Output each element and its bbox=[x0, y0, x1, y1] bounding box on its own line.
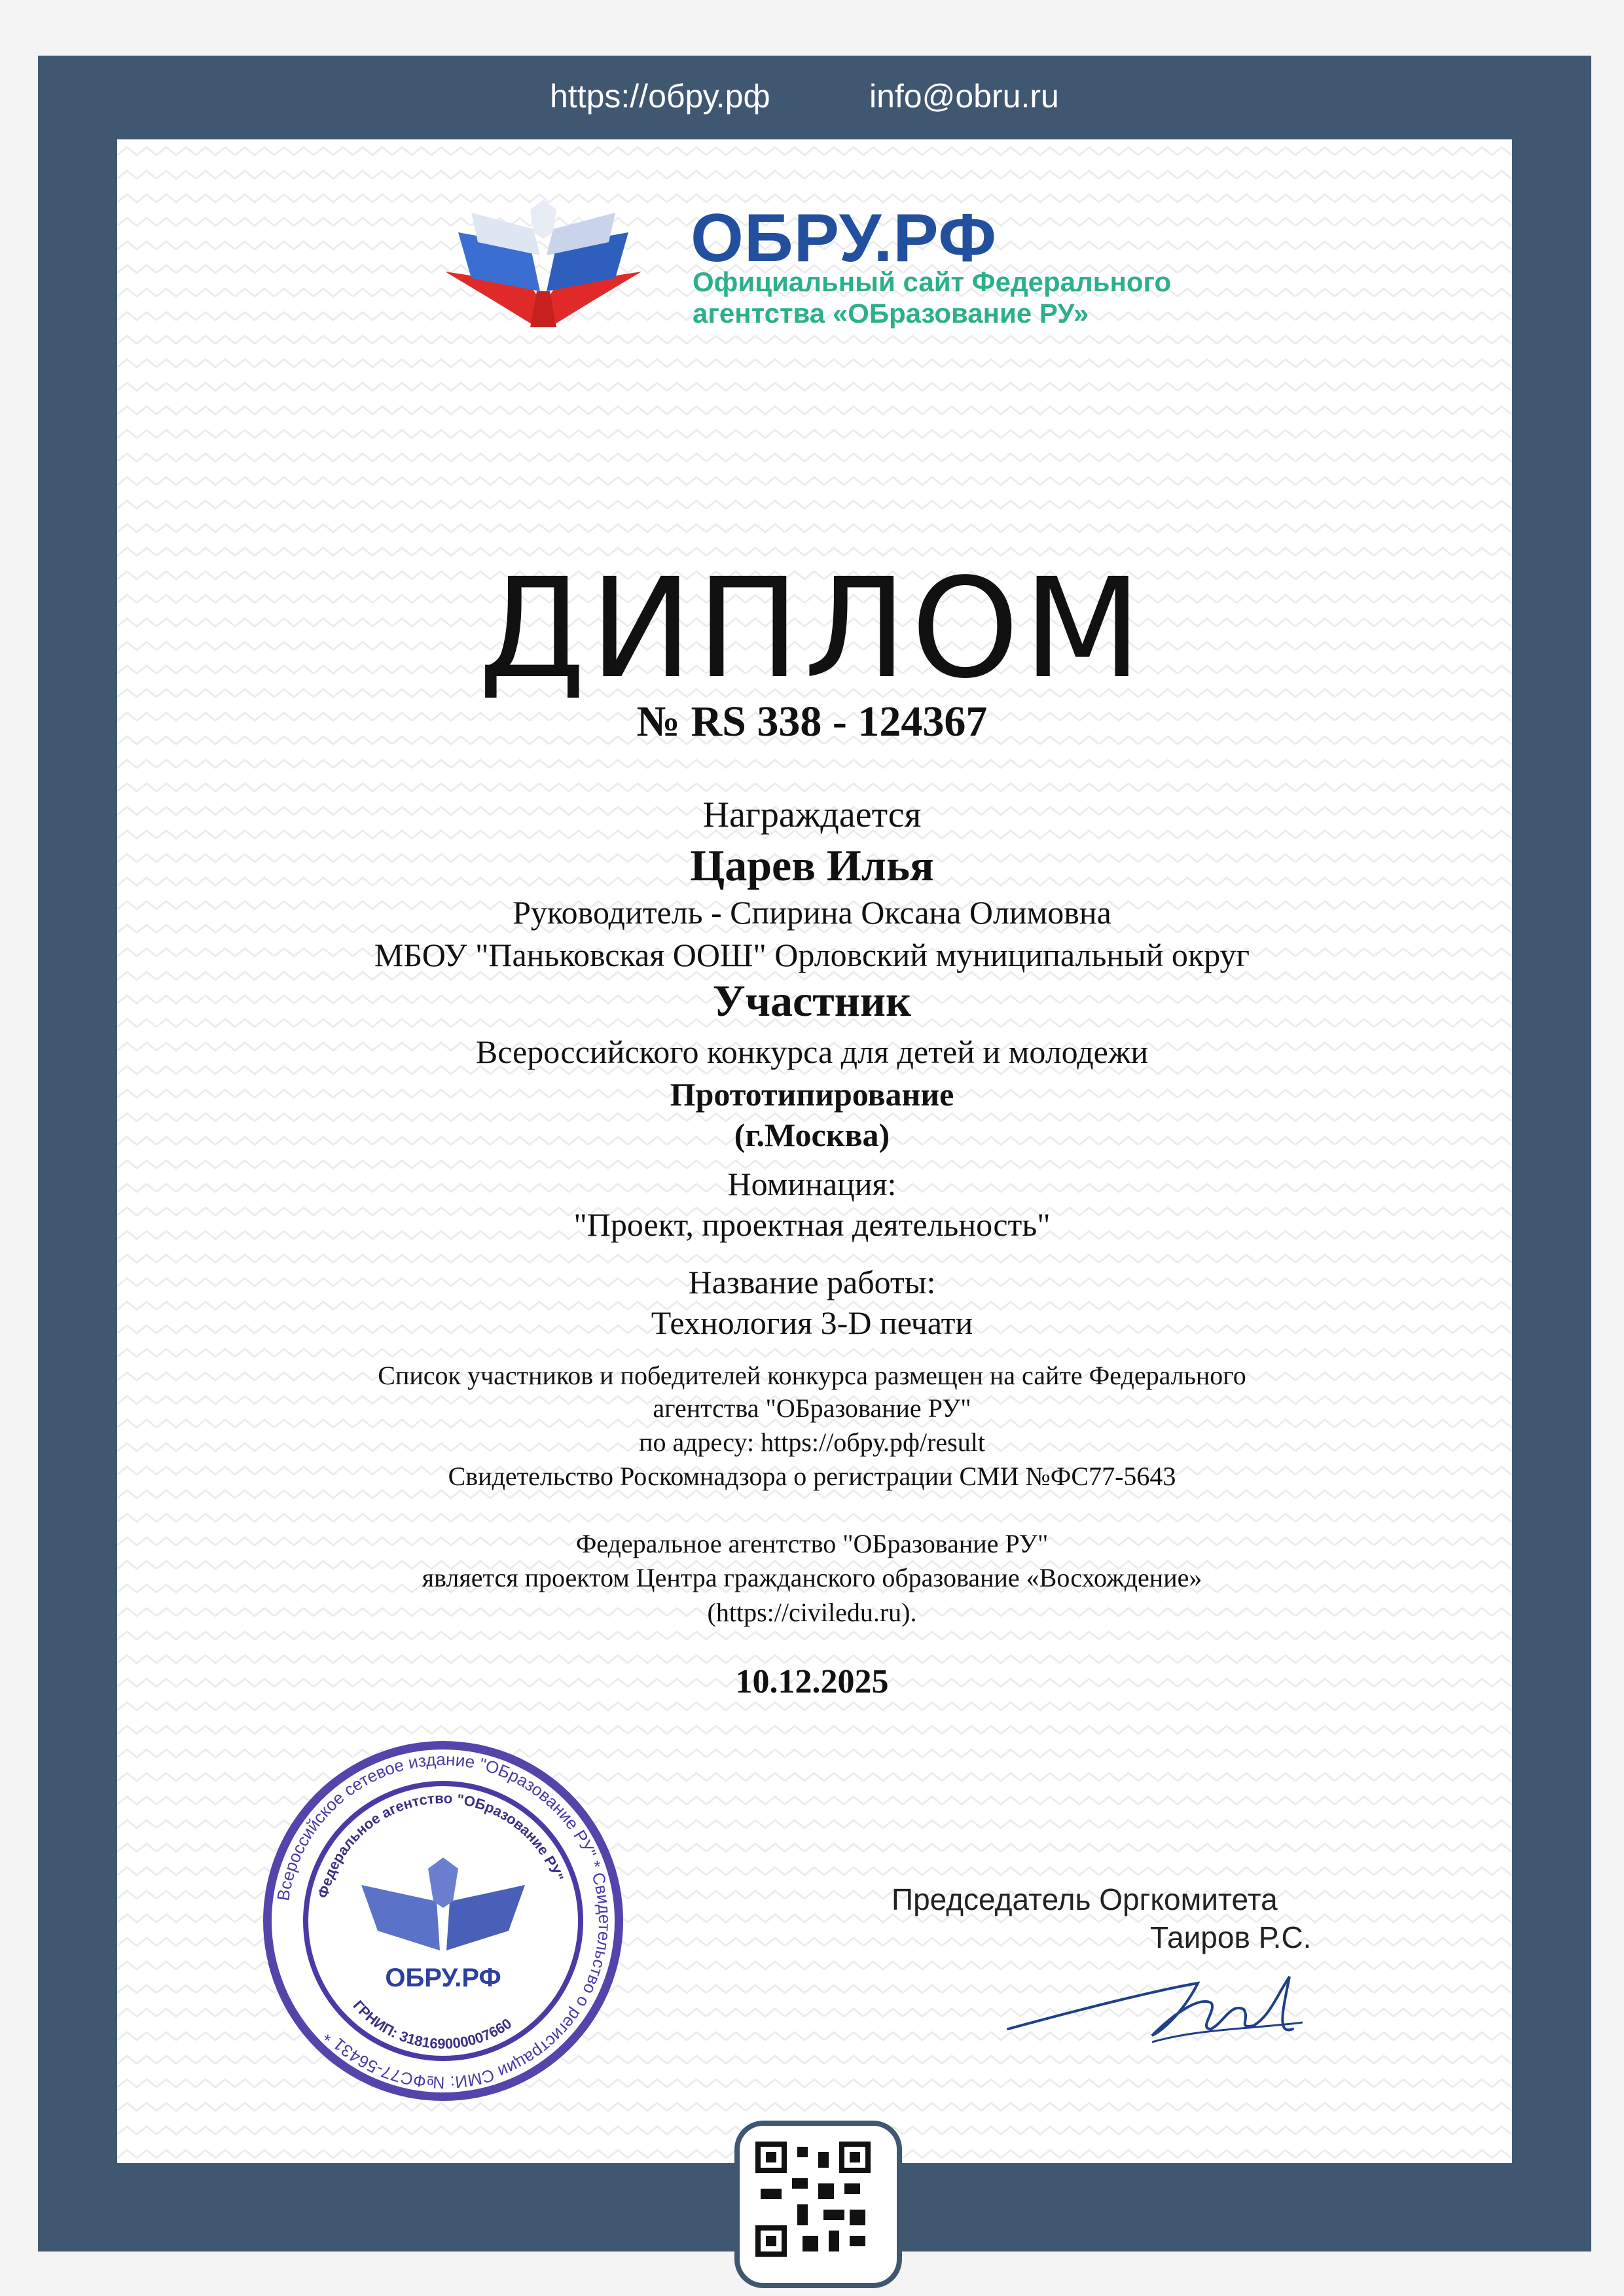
awarded-label: Награждается bbox=[702, 795, 922, 835]
logo-subtitle-line2: агентства «ОБразование РУ» bbox=[693, 298, 1089, 329]
status-title: Участник bbox=[712, 976, 912, 1026]
logo-brand-name: ОБРУ.РФ bbox=[691, 200, 997, 276]
issue-date: 10.12.2025 bbox=[735, 1663, 889, 1700]
school-line: МБОУ "Паньковская ООШ" Орловский муниципальный округ bbox=[374, 937, 1250, 973]
diploma-number: № RS 338 - 124367 bbox=[636, 698, 988, 745]
qr-code-icon bbox=[755, 2142, 871, 2257]
nomination-label: Номинация: bbox=[727, 1166, 897, 1202]
project-line-1: Федеральное агентство "ОБразование РУ" bbox=[575, 1529, 1049, 1558]
svg-text:ОБРУ.РФ: ОБРУ.РФ bbox=[385, 1964, 501, 1992]
signature-name: Таиров Р.С. bbox=[1150, 1920, 1312, 1954]
contest-line: Всероссийского конкурса для детей и молодежи bbox=[475, 1033, 1149, 1070]
work-title: Технология 3-D печати bbox=[651, 1304, 973, 1341]
diploma-title: ДИПЛОМ bbox=[478, 548, 1146, 709]
contest-city: (г.Москва) bbox=[734, 1117, 890, 1153]
info-line-2: агентства "ОБразование РУ" bbox=[653, 1393, 971, 1423]
logo-subtitle-line1: Официальный сайт Федерального bbox=[693, 266, 1172, 297]
qr-code[interactable] bbox=[734, 2121, 902, 2288]
supervisor-line: Руководитель - Спирина Оксана Олимовна bbox=[513, 894, 1111, 931]
info-line-3: по адресу: https://обру.рф/result bbox=[639, 1427, 985, 1457]
site-url-link[interactable]: https://обру.рф bbox=[550, 78, 770, 115]
svg-text:Всероссийское сетевое издание: Всероссийское сетевое издание "ОБразование РУ" * Свидетельство о регистрации СМИ: №ФС77-56431 * bbox=[273, 1749, 615, 2093]
work-label: Название работы: bbox=[688, 1264, 936, 1300]
nomination-value: "Проект, проектная деятельность" bbox=[573, 1206, 1051, 1243]
brand-logo bbox=[432, 193, 1218, 344]
handwritten-signature bbox=[1001, 1931, 1316, 2068]
signature-position: Председатель Оргкомитета bbox=[892, 1882, 1278, 1916]
official-seal-stamp bbox=[257, 1734, 630, 2108]
contest-name: Прототипирование bbox=[670, 1076, 954, 1113]
project-line-3: (https://civiledu.ru). bbox=[707, 1598, 917, 1627]
project-line-2: является проектом Центра гражданского образование «Восхождение» bbox=[422, 1563, 1202, 1592]
recipient-name: Царев Илья bbox=[690, 840, 934, 890]
info-line-4: Свидетельство Роскомнадзора о регистрации СМИ №ФС77-5643 bbox=[448, 1462, 1176, 1491]
svg-text:Федеральное агентство "ОБразов: Федеральное агентство "ОБразование РУ" bbox=[314, 1789, 567, 1900]
email-link[interactable]: info@obru.ru bbox=[869, 78, 1059, 115]
info-line-1: Список участников и победителей конкурса размещен на сайте Федерального bbox=[378, 1361, 1246, 1390]
eagle-book-logo-icon bbox=[432, 193, 655, 344]
header-bar bbox=[0, 0, 1624, 139]
svg-text:ГРНИП: 318169000007660: ГРНИП: 318169000007660 bbox=[350, 1997, 515, 2053]
